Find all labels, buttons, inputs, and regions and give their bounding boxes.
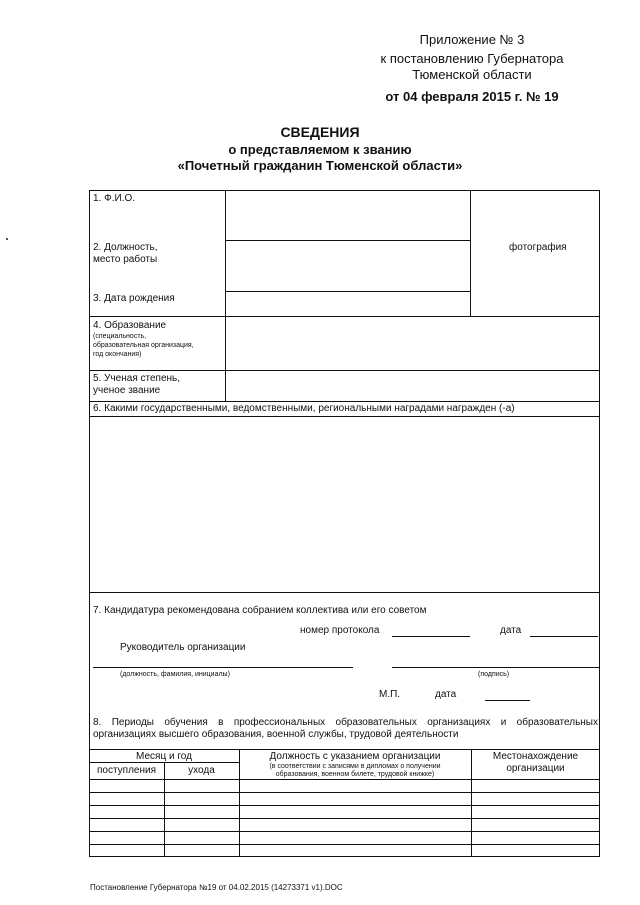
head-org-note: (должность, фамилия, инициалы) <box>120 671 230 678</box>
table-row <box>89 805 600 806</box>
appendix-date: от 04 февраля 2015 г. № 19 <box>385 89 559 104</box>
table-row <box>89 792 600 793</box>
stamp-label: М.П. <box>379 689 401 700</box>
periods-label-2: организациях высшего образования, военной службы, трудовой деятельности <box>93 729 459 740</box>
appendix-region: Тюменской области <box>412 67 532 82</box>
photo-placeholder: фотография <box>509 242 567 253</box>
table-row <box>89 818 600 819</box>
periods-label-1: 8. Периоды обучения в профессиональных образовательных организациях и образовательных <box>93 717 598 728</box>
education-note-2: образовательная организация, <box>93 342 194 349</box>
table-header-bottom <box>89 779 600 780</box>
row-sep <box>89 316 600 317</box>
position-org-note-2: образования, военном билете, трудовой книжке) <box>275 771 435 778</box>
location-header-1: Местонахождение <box>492 751 579 762</box>
degree-label-1: 5. Ученая степень, <box>93 373 181 384</box>
head-org-label: Руководитель организации <box>120 642 246 653</box>
position-label-1: 2. Должность, <box>93 242 158 253</box>
doc-subtitle-1: о представляемом к званию <box>228 142 412 157</box>
head-org-line <box>93 667 353 668</box>
row-sep <box>225 291 470 292</box>
document-footer: Постановление Губернатора №19 от 04.02.2015 (14273371 v1).DOC <box>90 883 343 892</box>
doc-title: СВЕДЕНИЯ <box>280 124 360 140</box>
table-top-border <box>89 749 600 750</box>
table-row <box>89 844 600 845</box>
entry-header: поступления <box>96 765 156 776</box>
row-sep <box>89 592 600 593</box>
appendix-decree: к постановлению Губернатора <box>380 51 564 66</box>
birthdate-label: 3. Дата рождения <box>93 293 175 304</box>
appendix-number: Приложение № 3 <box>419 32 525 47</box>
row-sep <box>225 240 470 241</box>
protocol-number-line <box>392 636 470 637</box>
fio-label: 1. Ф.И.О. <box>93 193 136 204</box>
position-label-2: место работы <box>93 254 158 265</box>
education-note-3: год окончания) <box>93 351 142 358</box>
exit-header: ухода <box>188 765 215 776</box>
recommendation-label: 7. Кандидатура рекомендована собранием коллектива или его советом <box>93 605 427 616</box>
photo-column-divider <box>470 190 471 316</box>
protocol-number-label: номер протокола <box>300 625 380 636</box>
scan-speck <box>6 238 8 240</box>
row-sep <box>89 401 600 402</box>
awards-label: 6. Какими государственными, ведомственными, региональными наградами награжден (-а) <box>93 403 515 414</box>
education-note-1: (специальность, <box>93 333 147 340</box>
date-label-2: дата <box>435 689 457 700</box>
table-row <box>89 831 600 832</box>
row-sep <box>89 416 600 417</box>
position-org-note-1: (в соответствии с записями в дипломах о получении <box>269 763 441 770</box>
date-label-1: дата <box>500 625 522 636</box>
signature-note: (подпись) <box>478 671 510 678</box>
position-org-header: Должность с указанием организации <box>269 751 441 762</box>
degree-label-2: ученое звание <box>93 385 161 396</box>
month-year-header: Месяц и год <box>136 751 192 762</box>
location-header-2: организации <box>506 763 565 774</box>
doc-subtitle-2: «Почетный гражданин Тюменской области» <box>177 158 463 173</box>
education-label: 4. Образование <box>93 320 167 331</box>
row-sep <box>89 370 600 371</box>
date-line-1 <box>530 636 598 637</box>
date-line-2 <box>485 700 530 701</box>
signature-line <box>392 667 600 668</box>
